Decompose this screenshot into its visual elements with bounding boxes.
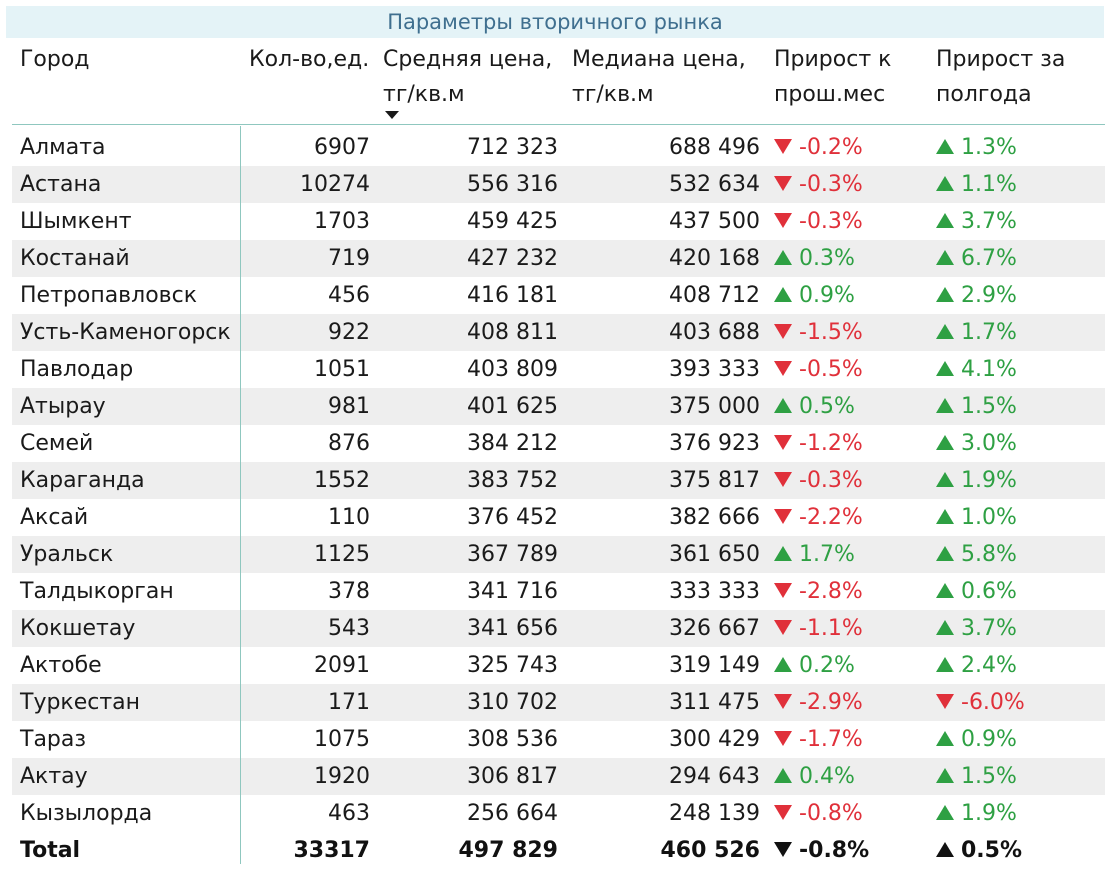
halfyear-growth-value: 2.4% bbox=[961, 653, 1017, 678]
halfyear-growth bbox=[936, 314, 1017, 351]
halfyear-growth-value: 3.0% bbox=[961, 431, 1017, 456]
median-price: 361 650 bbox=[669, 542, 760, 567]
mom-growth-value: -0.3% bbox=[799, 172, 863, 197]
arrow-down-icon bbox=[936, 694, 954, 709]
halfyear-growth bbox=[936, 795, 1017, 832]
mom-growth-value: -2.2% bbox=[799, 505, 863, 530]
listing-count: 1703 bbox=[314, 209, 370, 234]
arrow-up-icon bbox=[936, 546, 954, 561]
listing-count: 33317 bbox=[293, 838, 370, 863]
median-price: 375 817 bbox=[669, 468, 760, 493]
table-row[interactable] bbox=[12, 240, 1105, 277]
city-name: Актобе bbox=[20, 653, 102, 678]
median-price: 300 429 bbox=[669, 727, 760, 752]
total-row[interactable] bbox=[12, 832, 1105, 869]
table-row[interactable] bbox=[12, 129, 1105, 166]
mom-growth-value: -2.9% bbox=[799, 690, 863, 715]
arrow-up-icon bbox=[774, 768, 792, 783]
arrow-up-icon bbox=[936, 213, 954, 228]
city-name: Алмата bbox=[20, 135, 106, 160]
halfyear-growth-value: 1.1% bbox=[961, 172, 1017, 197]
city-name: Уральск bbox=[20, 542, 114, 567]
arrow-up-icon bbox=[774, 287, 792, 302]
mom-growth bbox=[774, 647, 855, 684]
average-price: 325 743 bbox=[467, 653, 558, 678]
city-name: Семей bbox=[20, 431, 94, 456]
mom-growth-value: -1.2% bbox=[799, 431, 863, 456]
halfyear-growth bbox=[936, 462, 1017, 499]
city-name: Аксай bbox=[20, 505, 89, 530]
listing-count: 110 bbox=[328, 505, 370, 530]
arrow-down-icon bbox=[774, 509, 792, 524]
arrow-up-icon bbox=[936, 139, 954, 154]
city-name: Костанай bbox=[20, 246, 130, 271]
mom-growth bbox=[774, 573, 863, 610]
city-name: Кызылорда bbox=[20, 801, 153, 826]
arrow-down-icon bbox=[774, 620, 792, 635]
mom-growth-value: -2.8% bbox=[799, 579, 863, 604]
average-price: 367 789 bbox=[467, 542, 558, 567]
arrow-up-icon bbox=[936, 435, 954, 450]
halfyear-growth-value: 1.5% bbox=[961, 764, 1017, 789]
arrow-down-icon bbox=[774, 361, 792, 376]
mom-growth-value: -0.2% bbox=[799, 135, 863, 160]
mom-growth-value: -0.5% bbox=[799, 357, 863, 382]
arrow-up-icon bbox=[936, 176, 954, 191]
mom-growth bbox=[774, 388, 855, 425]
arrow-down-icon bbox=[774, 139, 792, 154]
table-row[interactable] bbox=[12, 277, 1105, 314]
mom-growth-value: -0.8% bbox=[799, 801, 863, 826]
listing-count: 1075 bbox=[314, 727, 370, 752]
average-price: 376 452 bbox=[467, 505, 558, 530]
mom-growth bbox=[774, 832, 869, 869]
arrow-down-icon bbox=[774, 435, 792, 450]
total-label: Total bbox=[20, 838, 81, 863]
median-price: 326 667 bbox=[669, 616, 760, 641]
average-price: 341 656 bbox=[467, 616, 558, 641]
arrow-up-icon bbox=[936, 287, 954, 302]
median-price: 437 500 bbox=[669, 209, 760, 234]
listing-count: 378 bbox=[328, 579, 370, 604]
mom-growth bbox=[774, 129, 863, 166]
mom-growth bbox=[774, 721, 863, 758]
halfyear-growth bbox=[936, 573, 1017, 610]
table-row[interactable] bbox=[12, 351, 1105, 388]
sort-descending-icon[interactable] bbox=[385, 111, 399, 119]
table-title: Параметры вторичного рынка bbox=[6, 6, 1104, 38]
halfyear-growth bbox=[936, 166, 1017, 203]
table-row[interactable] bbox=[12, 203, 1105, 240]
median-price: 393 333 bbox=[669, 357, 760, 382]
column-header-city[interactable] bbox=[20, 42, 90, 77]
median-price: 333 333 bbox=[669, 579, 760, 604]
median-price: 376 923 bbox=[669, 431, 760, 456]
halfyear-growth-value: 5.8% bbox=[961, 542, 1017, 567]
column-header-avg-price[interactable] bbox=[383, 42, 552, 112]
halfyear-growth bbox=[936, 351, 1017, 388]
mom-growth-value: -1.7% bbox=[799, 727, 863, 752]
column-header-halfyear-growth-line1: Прирост за bbox=[936, 47, 1066, 72]
city-name: Павлодар bbox=[20, 357, 134, 382]
table-row[interactable] bbox=[12, 166, 1105, 203]
listing-count: 463 bbox=[328, 801, 370, 826]
mom-growth bbox=[774, 462, 863, 499]
median-price: 403 688 bbox=[669, 320, 760, 345]
halfyear-growth-value: 0.6% bbox=[961, 579, 1017, 604]
listing-count: 981 bbox=[328, 394, 370, 419]
arrow-down-icon bbox=[774, 805, 792, 820]
median-price: 375 000 bbox=[669, 394, 760, 419]
arrow-up-icon bbox=[774, 657, 792, 672]
halfyear-growth bbox=[936, 129, 1017, 166]
city-name: Актау bbox=[20, 764, 88, 789]
column-header-count-label: Кол-во,ед. bbox=[249, 47, 370, 72]
arrow-down-icon bbox=[774, 731, 792, 746]
table-row[interactable] bbox=[12, 314, 1105, 351]
mom-growth-value: -1.1% bbox=[799, 616, 863, 641]
table-row[interactable] bbox=[12, 721, 1105, 758]
arrow-down-icon bbox=[774, 842, 792, 857]
halfyear-growth-value: 0.5% bbox=[961, 838, 1023, 863]
median-price: 420 168 bbox=[669, 246, 760, 271]
halfyear-growth-value: 3.7% bbox=[961, 616, 1017, 641]
arrow-up-icon bbox=[774, 398, 792, 413]
arrow-up-icon bbox=[936, 509, 954, 524]
average-price: 401 625 bbox=[467, 394, 558, 419]
table-row[interactable] bbox=[12, 536, 1105, 573]
median-price: 294 643 bbox=[669, 764, 760, 789]
halfyear-growth-value: 2.9% bbox=[961, 283, 1017, 308]
table-row[interactable] bbox=[12, 647, 1105, 684]
mom-growth-value: -1.5% bbox=[799, 320, 863, 345]
average-price: 341 716 bbox=[467, 579, 558, 604]
halfyear-growth bbox=[936, 277, 1017, 314]
halfyear-growth bbox=[936, 536, 1017, 573]
listing-count: 456 bbox=[328, 283, 370, 308]
mom-growth-value: 0.4% bbox=[799, 764, 855, 789]
city-name: Петропавловск bbox=[20, 283, 198, 308]
halfyear-growth bbox=[936, 758, 1017, 795]
mom-growth-value: 0.2% bbox=[799, 653, 855, 678]
median-price: 460 526 bbox=[660, 838, 760, 863]
mom-growth bbox=[774, 425, 863, 462]
arrow-up-icon bbox=[936, 583, 954, 598]
listing-count: 543 bbox=[328, 616, 370, 641]
column-header-mom-growth-line1: Прирост к bbox=[774, 47, 892, 72]
halfyear-growth-value: 4.1% bbox=[961, 357, 1017, 382]
halfyear-growth-value: 3.7% bbox=[961, 209, 1017, 234]
halfyear-growth-value: 0.9% bbox=[961, 727, 1017, 752]
arrow-up-icon bbox=[936, 768, 954, 783]
halfyear-growth bbox=[936, 721, 1017, 758]
mom-growth bbox=[774, 684, 863, 721]
average-price: 459 425 bbox=[467, 209, 558, 234]
arrow-up-icon bbox=[936, 472, 954, 487]
mom-growth bbox=[774, 277, 855, 314]
listing-count: 1552 bbox=[314, 468, 370, 493]
arrow-down-icon bbox=[774, 583, 792, 598]
median-price: 319 149 bbox=[669, 653, 760, 678]
mom-growth bbox=[774, 758, 855, 795]
table-row[interactable] bbox=[12, 610, 1105, 647]
average-price: 310 702 bbox=[467, 690, 558, 715]
listing-count: 1920 bbox=[314, 764, 370, 789]
column-header-halfyear-growth[interactable] bbox=[936, 42, 1065, 112]
mom-growth bbox=[774, 536, 855, 573]
arrow-up-icon bbox=[936, 842, 954, 857]
halfyear-growth-value: 1.9% bbox=[961, 468, 1017, 493]
city-name: Кокшетау bbox=[20, 616, 136, 641]
city-name: Усть-Каменогорск bbox=[20, 320, 231, 345]
halfyear-growth bbox=[936, 203, 1017, 240]
halfyear-growth-value: 1.5% bbox=[961, 394, 1017, 419]
column-header-median-price-line2: тг/кв.м bbox=[572, 82, 654, 107]
listing-count: 2091 bbox=[314, 653, 370, 678]
mom-growth-value: 1.7% bbox=[799, 542, 855, 567]
arrow-up-icon bbox=[774, 546, 792, 561]
arrow-up-icon bbox=[936, 398, 954, 413]
halfyear-growth bbox=[936, 684, 1025, 721]
column-header-avg-price-line1: Средняя цена, bbox=[383, 47, 553, 72]
halfyear-growth bbox=[936, 610, 1017, 647]
header-divider bbox=[12, 124, 1105, 125]
table-row[interactable] bbox=[12, 425, 1105, 462]
table-row[interactable] bbox=[12, 758, 1105, 795]
arrow-up-icon bbox=[936, 731, 954, 746]
listing-count: 1125 bbox=[314, 542, 370, 567]
table-row[interactable] bbox=[12, 499, 1105, 536]
average-price: 408 811 bbox=[467, 320, 558, 345]
city-name: Шымкент bbox=[20, 209, 132, 234]
arrow-up-icon bbox=[936, 620, 954, 635]
column-header-count[interactable] bbox=[249, 42, 369, 77]
table-row[interactable] bbox=[12, 573, 1105, 610]
listing-count: 719 bbox=[328, 246, 370, 271]
average-price: 256 664 bbox=[467, 801, 558, 826]
halfyear-growth-value: 1.7% bbox=[961, 320, 1017, 345]
mom-growth bbox=[774, 351, 863, 388]
average-price: 308 536 bbox=[467, 727, 558, 752]
mom-growth-value: -0.8% bbox=[799, 838, 870, 863]
median-price: 311 475 bbox=[669, 690, 760, 715]
median-price: 248 139 bbox=[669, 801, 760, 826]
halfyear-growth bbox=[936, 647, 1017, 684]
table-row[interactable] bbox=[12, 388, 1105, 425]
mom-growth-value: -0.3% bbox=[799, 468, 863, 493]
halfyear-growth-value: -6.0% bbox=[961, 690, 1025, 715]
halfyear-growth bbox=[936, 425, 1017, 462]
halfyear-growth bbox=[936, 499, 1017, 536]
median-price: 408 712 bbox=[669, 283, 760, 308]
column-divider bbox=[240, 126, 241, 864]
listing-count: 876 bbox=[328, 431, 370, 456]
city-name: Тараз bbox=[20, 727, 87, 752]
median-price: 532 634 bbox=[669, 172, 760, 197]
arrow-up-icon bbox=[936, 805, 954, 820]
halfyear-growth-value: 1.9% bbox=[961, 801, 1017, 826]
average-price: 427 232 bbox=[467, 246, 558, 271]
average-price: 497 829 bbox=[458, 838, 558, 863]
halfyear-growth-value: 6.7% bbox=[961, 246, 1017, 271]
average-price: 712 323 bbox=[467, 135, 558, 160]
listing-count: 922 bbox=[328, 320, 370, 345]
mom-growth bbox=[774, 166, 863, 203]
city-name: Талдыкорган bbox=[20, 579, 174, 604]
halfyear-growth-value: 1.3% bbox=[961, 135, 1017, 160]
listing-count: 6907 bbox=[314, 135, 370, 160]
halfyear-growth bbox=[936, 240, 1017, 277]
mom-growth-value: -0.3% bbox=[799, 209, 863, 234]
arrow-down-icon bbox=[774, 324, 792, 339]
arrow-up-icon bbox=[774, 250, 792, 265]
mom-growth-value: 0.5% bbox=[799, 394, 855, 419]
listing-count: 10274 bbox=[300, 172, 370, 197]
column-header-mom-growth-line2: прош.мес bbox=[774, 82, 886, 107]
halfyear-growth-value: 1.0% bbox=[961, 505, 1017, 530]
city-name: Атырау bbox=[20, 394, 106, 419]
listing-count: 171 bbox=[328, 690, 370, 715]
table-row[interactable] bbox=[12, 684, 1105, 721]
mom-growth-value: 0.3% bbox=[799, 246, 855, 271]
column-header-median-price[interactable] bbox=[572, 42, 746, 112]
halfyear-growth bbox=[936, 832, 1022, 869]
arrow-up-icon bbox=[936, 324, 954, 339]
column-header-mom-growth[interactable] bbox=[774, 42, 891, 112]
city-name: Туркестан bbox=[20, 690, 141, 715]
mom-growth bbox=[774, 795, 863, 832]
arrow-up-icon bbox=[936, 250, 954, 265]
arrow-down-icon bbox=[774, 694, 792, 709]
average-price: 416 181 bbox=[467, 283, 558, 308]
mom-growth bbox=[774, 240, 855, 277]
arrow-down-icon bbox=[774, 213, 792, 228]
average-price: 556 316 bbox=[467, 172, 558, 197]
arrow-down-icon bbox=[774, 176, 792, 191]
median-price: 688 496 bbox=[669, 135, 760, 160]
arrow-up-icon bbox=[936, 657, 954, 672]
halfyear-growth bbox=[936, 388, 1017, 425]
average-price: 384 212 bbox=[467, 431, 558, 456]
average-price: 306 817 bbox=[467, 764, 558, 789]
mom-growth bbox=[774, 499, 863, 536]
arrow-down-icon bbox=[774, 472, 792, 487]
average-price: 383 752 bbox=[467, 468, 558, 493]
median-price: 382 666 bbox=[669, 505, 760, 530]
table-row[interactable] bbox=[12, 462, 1105, 499]
city-name: Астана bbox=[20, 172, 102, 197]
mom-growth bbox=[774, 314, 863, 351]
listing-count: 1051 bbox=[314, 357, 370, 382]
mom-growth bbox=[774, 610, 863, 647]
city-name: Караганда bbox=[20, 468, 145, 493]
table-row[interactable] bbox=[12, 795, 1105, 832]
arrow-up-icon bbox=[936, 361, 954, 376]
column-header-city-label: Город bbox=[20, 47, 90, 72]
mom-growth bbox=[774, 203, 863, 240]
mom-growth-value: 0.9% bbox=[799, 283, 855, 308]
average-price: 403 809 bbox=[467, 357, 558, 382]
column-header-avg-price-line2: тг/кв.м bbox=[383, 82, 465, 107]
column-header-median-price-line1: Медиана цена, bbox=[572, 47, 746, 72]
column-header-halfyear-growth-line2: полгода bbox=[936, 82, 1032, 107]
